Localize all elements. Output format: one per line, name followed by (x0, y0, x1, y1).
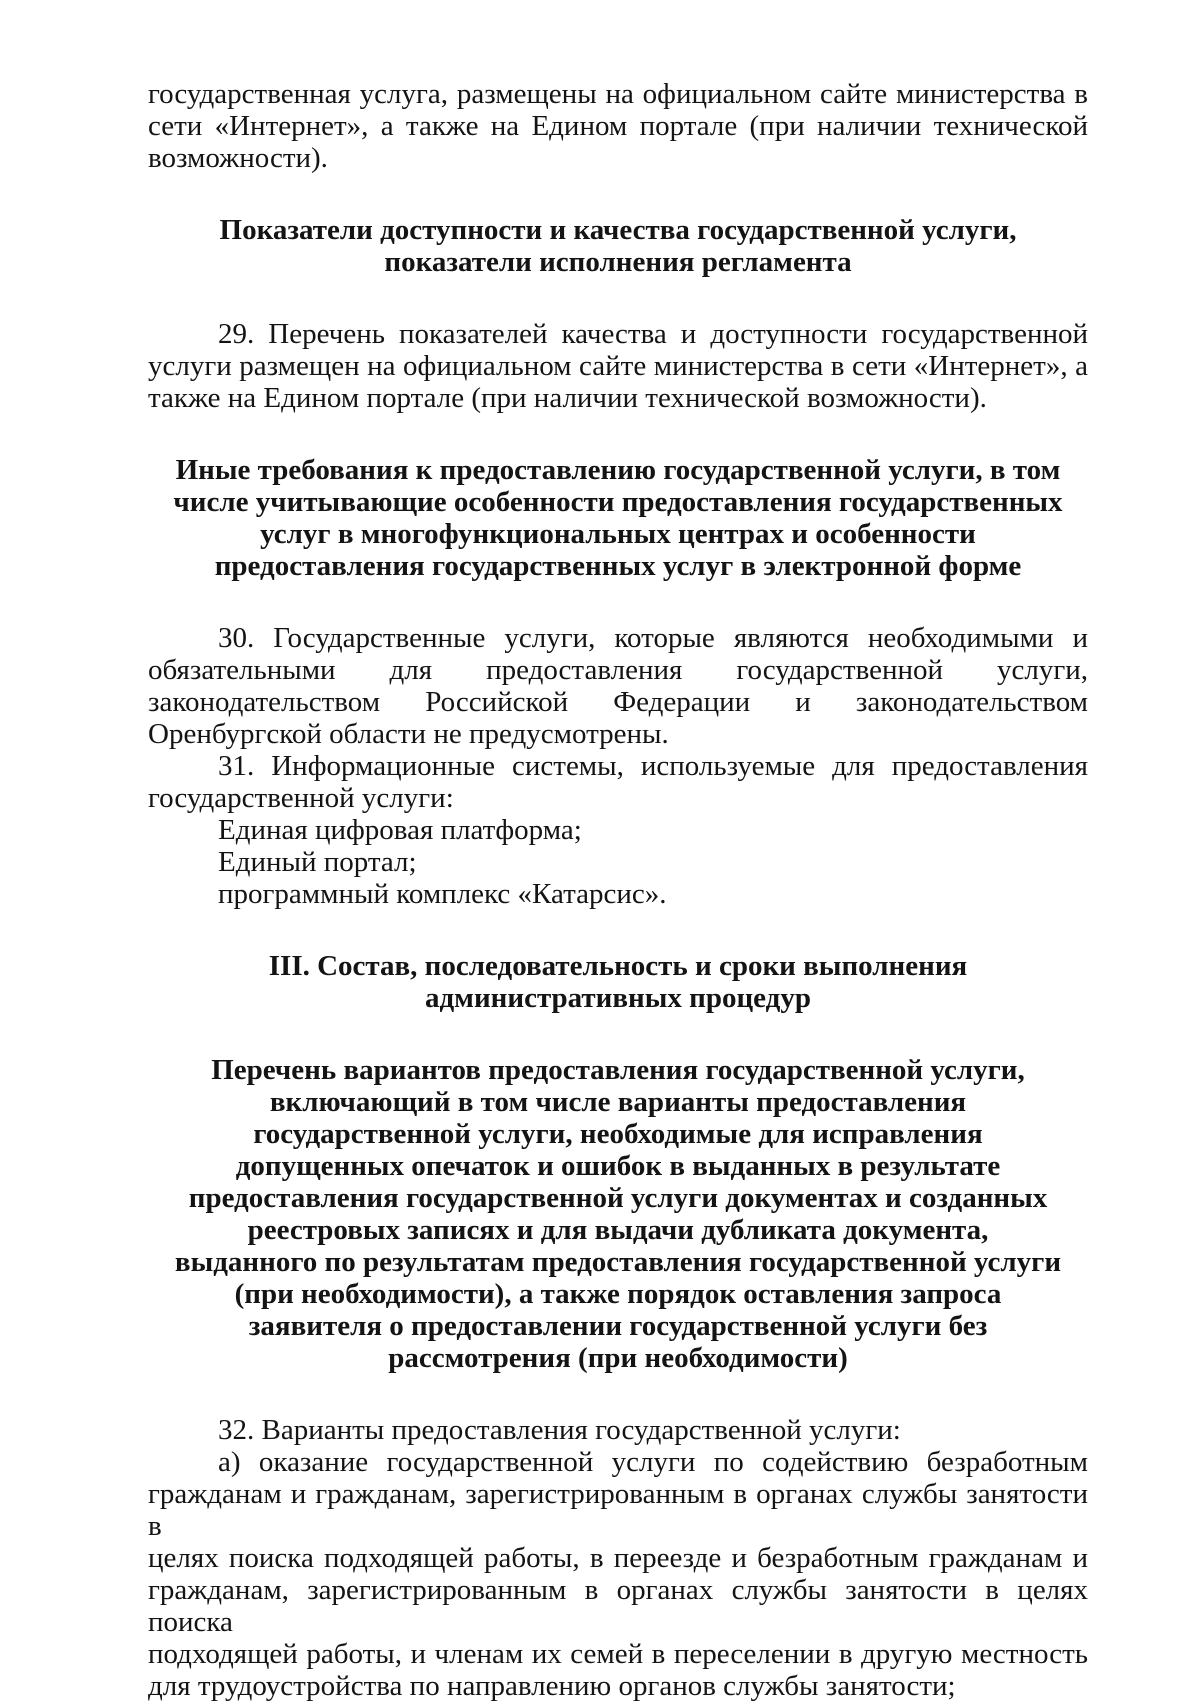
text-line: гражданам, зарегистрированным в органах службы занятости в целях поиска (148, 1574, 1088, 1638)
heading-line: Перечень вариантов предоставления государственной услуги, (211, 1054, 1025, 1086)
text-line: 31. Информационные системы, используемые для предоставления (218, 750, 1088, 782)
text-line: законодательством Российской Федерации и законодательством (148, 686, 1088, 718)
text-line: возможности). (148, 142, 328, 174)
heading-line: рассмотрения (при необходимости) (388, 1342, 848, 1374)
text-line: 29. Перечень показателей качества и доступности государственной (218, 318, 1088, 350)
heading-line: заявителя о предоставлении государственной услуги без (248, 1310, 988, 1342)
text-line: услуги размещен на официальном сайте министерства в сети «Интернет», а (148, 350, 1088, 382)
text-line: сети «Интернет», а также на Едином портале (при наличии технической (148, 110, 1088, 142)
document-body (148, 78, 1088, 1702)
intro-paragraph (148, 78, 1088, 174)
info-system-item: Единый портал; (218, 846, 417, 878)
heading-line: государственной услуги, необходимые для исправления (253, 1118, 983, 1150)
text-line: государственная услуга, размещены на официальном сайте министерства в (148, 78, 1088, 110)
heading-line: выданного по результатам предоставления государственной услуги (174, 1246, 1062, 1278)
heading-line: числе учитывающие особенности предоставления государственных (173, 486, 1063, 518)
heading-other-requirements (148, 454, 1088, 582)
paragraph-32: 32. Варианты предоставления государственной услуги: (218, 1414, 901, 1446)
heading-line: реестровых записях и для выдачи дубликата документа, (247, 1214, 989, 1246)
heading-line: показатели исполнения регламента (384, 246, 852, 278)
heading-line: Иные требования к предоставлению государственной услуги, в том (175, 454, 1061, 486)
heading-line: (при необходимости), а также порядок оставления запроса (234, 1278, 1002, 1310)
heading-line: предоставления государственной услуги документах и созданных (188, 1182, 1048, 1214)
heading-line: III. Состав, последовательность и сроки выполнения (268, 950, 968, 982)
info-system-item: Единая цифровая платформа; (218, 814, 582, 846)
heading-line: включающий в том числе варианты предоставления (269, 1086, 967, 1118)
paragraph-31 (148, 750, 1088, 814)
text-line: а) оказание государственной услуги по содействию безработным (218, 1446, 1088, 1478)
text-line: 30. Государственные услуги, которые являются необходимыми и (218, 622, 1088, 654)
heading-quality-indicators (148, 214, 1088, 278)
heading-line: допущенных опечаток и ошибок в выданных в результате (235, 1150, 1001, 1182)
text-line: Оренбургской области не предусмотрены. (148, 718, 669, 750)
text-line: обязательными для предоставления государственной услуги, (148, 654, 1088, 686)
paragraph-30 (148, 622, 1088, 750)
info-system-item: программный комплекс «Катарсис». (218, 878, 667, 910)
heading-line: предоставления государственных услуг в электронной форме (214, 550, 1022, 582)
text-line: для трудоустройства по направлению органов службы занятости; (148, 1670, 956, 1702)
heading-section-3 (148, 950, 1088, 1014)
text-line: гражданам и гражданам, зарегистрированным в органах службы занятости в (148, 1478, 1088, 1542)
text-line: подходящей работы, и членам их семей в переселении в другую местность (148, 1638, 1088, 1670)
text-line: государственной услуги: (148, 782, 454, 814)
heading-line: Показатели доступности и качества государственной услуги, (219, 214, 1017, 246)
text-line: целях поиска подходящей работы, в переезде и безработным гражданам и (148, 1542, 1088, 1574)
heading-line: административных процедур (425, 982, 811, 1014)
paragraph-32a (148, 1446, 1088, 1702)
heading-variants-list (148, 1054, 1088, 1374)
text-line: также на Едином портале (при наличии технической возможности). (148, 382, 987, 414)
paragraph-29 (148, 318, 1088, 414)
heading-line: услуг в многофункциональных центрах и особенности (260, 518, 976, 550)
